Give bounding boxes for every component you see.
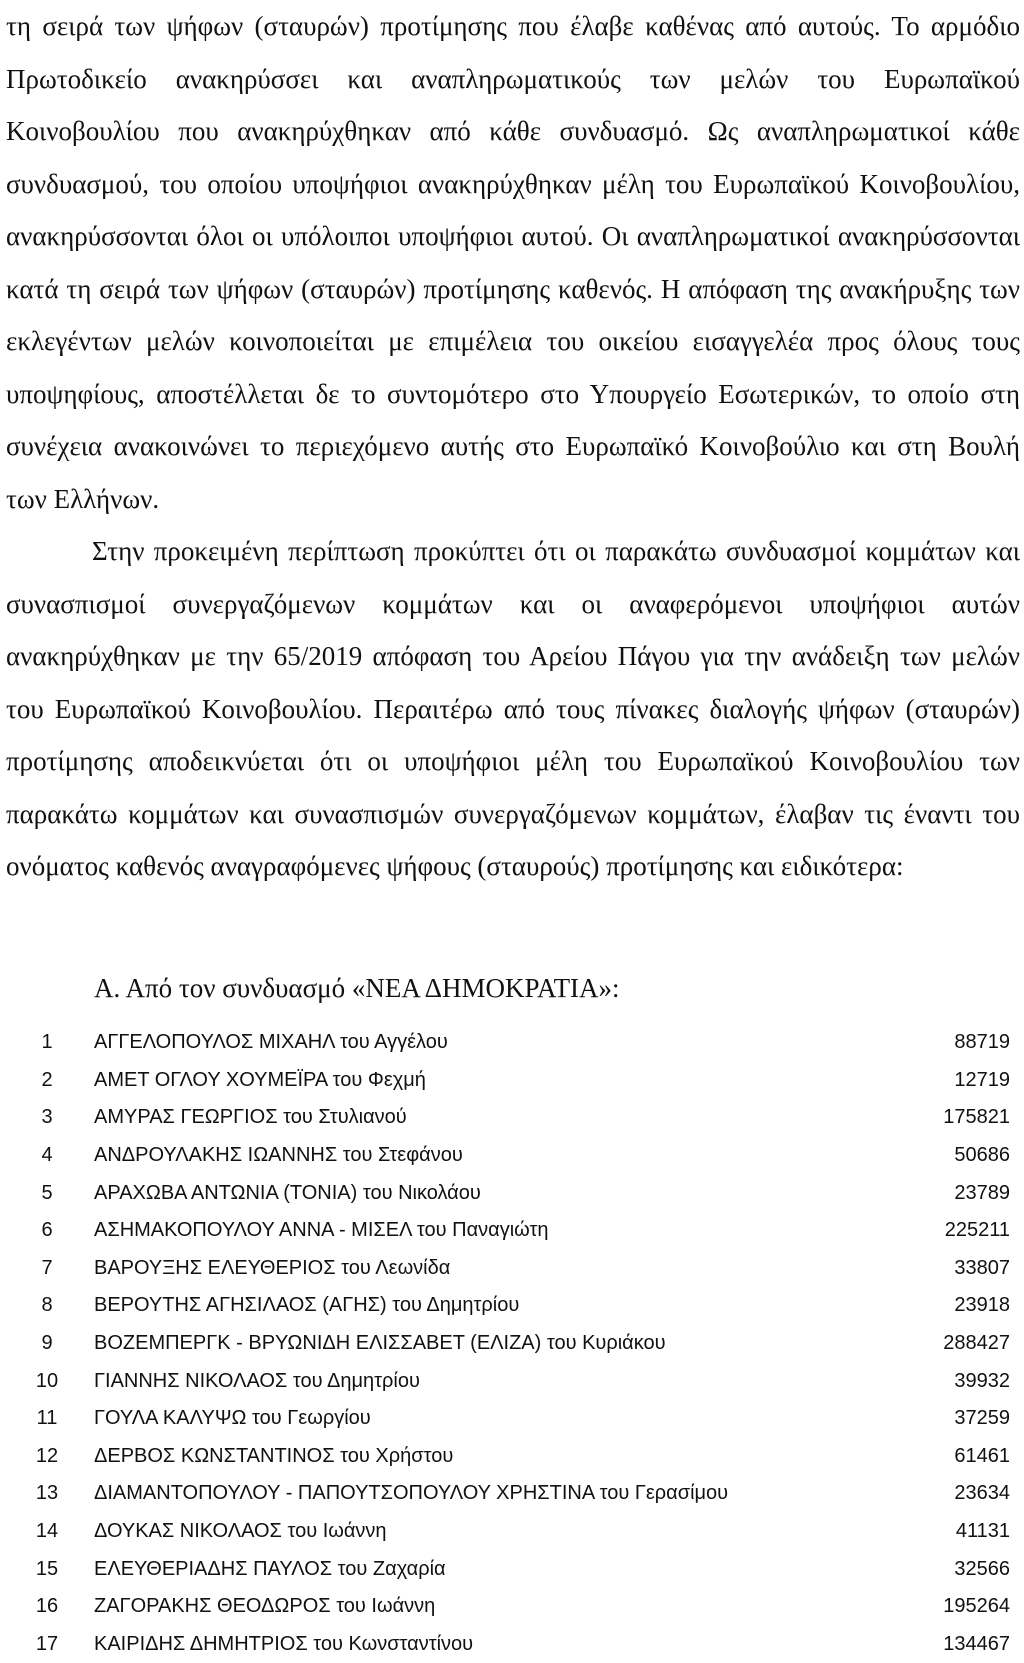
- candidate-name: ΑΝΔΡΟΥΛΑΚΗΣ ΙΩΑΝΝΗΣ του Στεφάνου: [94, 1137, 810, 1175]
- table-row: [0, 1062, 1024, 1100]
- candidate-name: ΑΜΕΤ ΟΓΛΟΥ ΧΟΥΜΕΪΡΑ του Φεχμή: [94, 1062, 810, 1100]
- candidate-name: ΒΑΡΟΥΞΗΣ ΕΛΕΥΘΕΡΙΟΣ του Λεωνίδα: [94, 1250, 810, 1288]
- preference-votes: 23634: [810, 1475, 1024, 1513]
- table-row: [0, 1362, 1024, 1400]
- table-row: [0, 1250, 1024, 1288]
- candidate-name: ΔΙΑΜΑΝΤΟΠΟΥΛΟΥ - ΠΑΠΟΥΤΣΟΠΟΥΛΟΥ ΧΡΗΣΤΙΝΑ του Γερασίμου: [94, 1475, 810, 1513]
- table-row: [0, 1212, 1024, 1250]
- row-number: 7: [0, 1250, 94, 1288]
- row-number: 17: [0, 1626, 94, 1663]
- section-heading-nea-dimokratia: Α. Από τον συνδυασμό «ΝΕΑ ΔΗΜΟΚΡΑΤΙΑ»:: [94, 962, 620, 1014]
- table-row: [0, 1400, 1024, 1438]
- row-number: 10: [0, 1362, 94, 1400]
- preference-votes: 23918: [810, 1287, 1024, 1325]
- candidate-name: ΑΜΥΡΑΣ ΓΕΩΡΓΙΟΣ του Στυλιανού: [94, 1099, 810, 1137]
- candidate-name: ΒΟΖΕΜΠΕΡΓΚ - ΒΡΥΩΝΙΔΗ ΕΛΙΣΣΑΒΕΤ (ΕΛΙΖΑ) του Κυριάκου: [94, 1325, 810, 1363]
- row-number: 3: [0, 1099, 94, 1137]
- preference-votes: 32566: [810, 1550, 1024, 1588]
- candidate-name: ΚΑΙΡΙΔΗΣ ΔΗΜΗΤΡΙΟΣ του Κωνσταντίνου: [94, 1626, 810, 1663]
- preference-votes: 88719: [810, 1024, 1024, 1062]
- table-row: [0, 1325, 1024, 1363]
- row-number: 11: [0, 1400, 94, 1438]
- candidate-name: ΑΣΗΜΑΚΟΠΟΥΛΟΥ ΑΝΝΑ - ΜΙΣΕΛ του Παναγιώτη: [94, 1212, 810, 1250]
- paragraph-continuation: τη σειρά των ψήφων (σταυρών) προτίμησης που έλαβε καθένας από αυτούς. Το αρμόδιο Πρωτοδικείο ανακηρύσσει και αναπληρωματικούς των μελών του Ευρωπαϊκού Κοινοβουλίου που ανακηρύχθηκαν από κάθε συνδυασμό. Ως αναπληρωματικοί κάθε συνδυασμού, του οποίου υποψήφιοι ανακηρύχθηκαν μέλη του Ευρωπαϊκού Κοινοβουλίου, ανακηρύσσονται όλοι οι υπόλοιποι υποψήφιοι αυτού. Οι αναπληρωματικοί ανακηρύσσονται κατά τη σειρά των ψήφων (σταυρών) προτίμησης καθενός. Η απόφαση της ανακήρυξης των εκλεγέντων μελών κοινοποιείται με επιμέλεια του οικείου εισαγγελέα προς όλους τους υποψηφίους, αποστέλλεται δε το συντομότερο στο Υπουργείο Εσωτερικών, το οποίο στη συνέχεια ανακοινώνει το περιεχόμενο αυτής στο Ευρωπαϊκό Κοινοβούλιο και στη Βουλή των Ελλήνων.: [6, 0, 1020, 525]
- preference-votes: 225211: [810, 1212, 1024, 1250]
- document-body: [6, 0, 1020, 893]
- table-row: [0, 1099, 1024, 1137]
- row-number: 15: [0, 1550, 94, 1588]
- row-number: 14: [0, 1513, 94, 1551]
- table-row: [0, 1475, 1024, 1513]
- preference-votes: 50686: [810, 1137, 1024, 1175]
- row-number: 16: [0, 1588, 94, 1626]
- preference-votes: 23789: [810, 1174, 1024, 1212]
- preference-votes: 61461: [810, 1438, 1024, 1476]
- candidate-name: ΑΓΓΕΛΟΠΟΥΛΟΣ ΜΙΧΑΗΛ του Αγγέλου: [94, 1024, 810, 1062]
- row-number: 12: [0, 1438, 94, 1476]
- candidate-name: ΔΕΡΒΟΣ ΚΩΝΣΤΑΝΤΙΝΟΣ του Χρήστου: [94, 1438, 810, 1476]
- paragraph-findings: Στην προκειμένη περίπτωση προκύπτει ότι οι παρακάτω συνδυασμοί κομμάτων και συνασπισμοί συνεργαζόμενων κομμάτων και οι αναφερόμενοι υποψήφιοι αυτών ανακηρύχθηκαν με την 65/2019 απόφαση του Αρείου Πάγου για την ανάδειξη των μελών του Ευρωπαϊκού Κοινοβουλίου. Περαιτέρω από τους πίνακες διαλογής ψήφων (σταυρών) προτίμησης αποδεικνύεται ότι οι υποψήφιοι μέλη του Ευρωπαϊκού Κοινοβουλίου των παρακάτω κομμάτων και συνασπισμών συνεργαζόμενων κομμάτων, έλαβαν τις έναντι του ονόματος καθενός αναγραφόμενες ψήφους (σταυρούς) προτίμησης και ειδικότερα:: [6, 525, 1020, 893]
- candidate-name: ΖΑΓΟΡΑΚΗΣ ΘΕΟΔΩΡΟΣ του Ιωάννη: [94, 1588, 810, 1626]
- candidates-table: [0, 1024, 1024, 1663]
- table-row: [0, 1438, 1024, 1476]
- preference-votes: 39932: [810, 1362, 1024, 1400]
- table-row: [0, 1024, 1024, 1062]
- candidate-name: ΒΕΡΟΥΤΗΣ ΑΓΗΣΙΛΑΟΣ (ΑΓΗΣ) του Δημητρίου: [94, 1287, 810, 1325]
- row-number: 5: [0, 1174, 94, 1212]
- candidate-name: ΓΟΥΛΑ ΚΑΛΥΨΩ του Γεωργίου: [94, 1400, 810, 1438]
- row-number: 4: [0, 1137, 94, 1175]
- table-row: [0, 1588, 1024, 1626]
- candidate-name: ΓΙΑΝΝΗΣ ΝΙΚΟΛΑΟΣ του Δημητρίου: [94, 1362, 810, 1400]
- table-row: [0, 1287, 1024, 1325]
- row-number: 2: [0, 1062, 94, 1100]
- preference-votes: 175821: [810, 1099, 1024, 1137]
- preference-votes: 12719: [810, 1062, 1024, 1100]
- candidate-name: ΔΟΥΚΑΣ ΝΙΚΟΛΑΟΣ του Ιωάννη: [94, 1513, 810, 1551]
- row-number: 1: [0, 1024, 94, 1062]
- row-number: 13: [0, 1475, 94, 1513]
- table-row: [0, 1137, 1024, 1175]
- preference-votes: 134467: [810, 1626, 1024, 1663]
- preference-votes: 41131: [810, 1513, 1024, 1551]
- candidate-name: ΕΛΕΥΘΕΡΙΑΔΗΣ ΠΑΥΛΟΣ του Ζαχαρία: [94, 1550, 810, 1588]
- table-row: [0, 1626, 1024, 1663]
- table-row: [0, 1550, 1024, 1588]
- preference-votes: 33807: [810, 1250, 1024, 1288]
- row-number: 9: [0, 1325, 94, 1363]
- preference-votes: 37259: [810, 1400, 1024, 1438]
- table-row: [0, 1174, 1024, 1212]
- preference-votes: 195264: [810, 1588, 1024, 1626]
- preference-votes: 288427: [810, 1325, 1024, 1363]
- table-row: [0, 1513, 1024, 1551]
- candidate-name: ΑΡΑΧΩΒΑ ΑΝΤΩΝΙΑ (ΤΟΝΙΑ) του Νικολάου: [94, 1174, 810, 1212]
- row-number: 6: [0, 1212, 94, 1250]
- row-number: 8: [0, 1287, 94, 1325]
